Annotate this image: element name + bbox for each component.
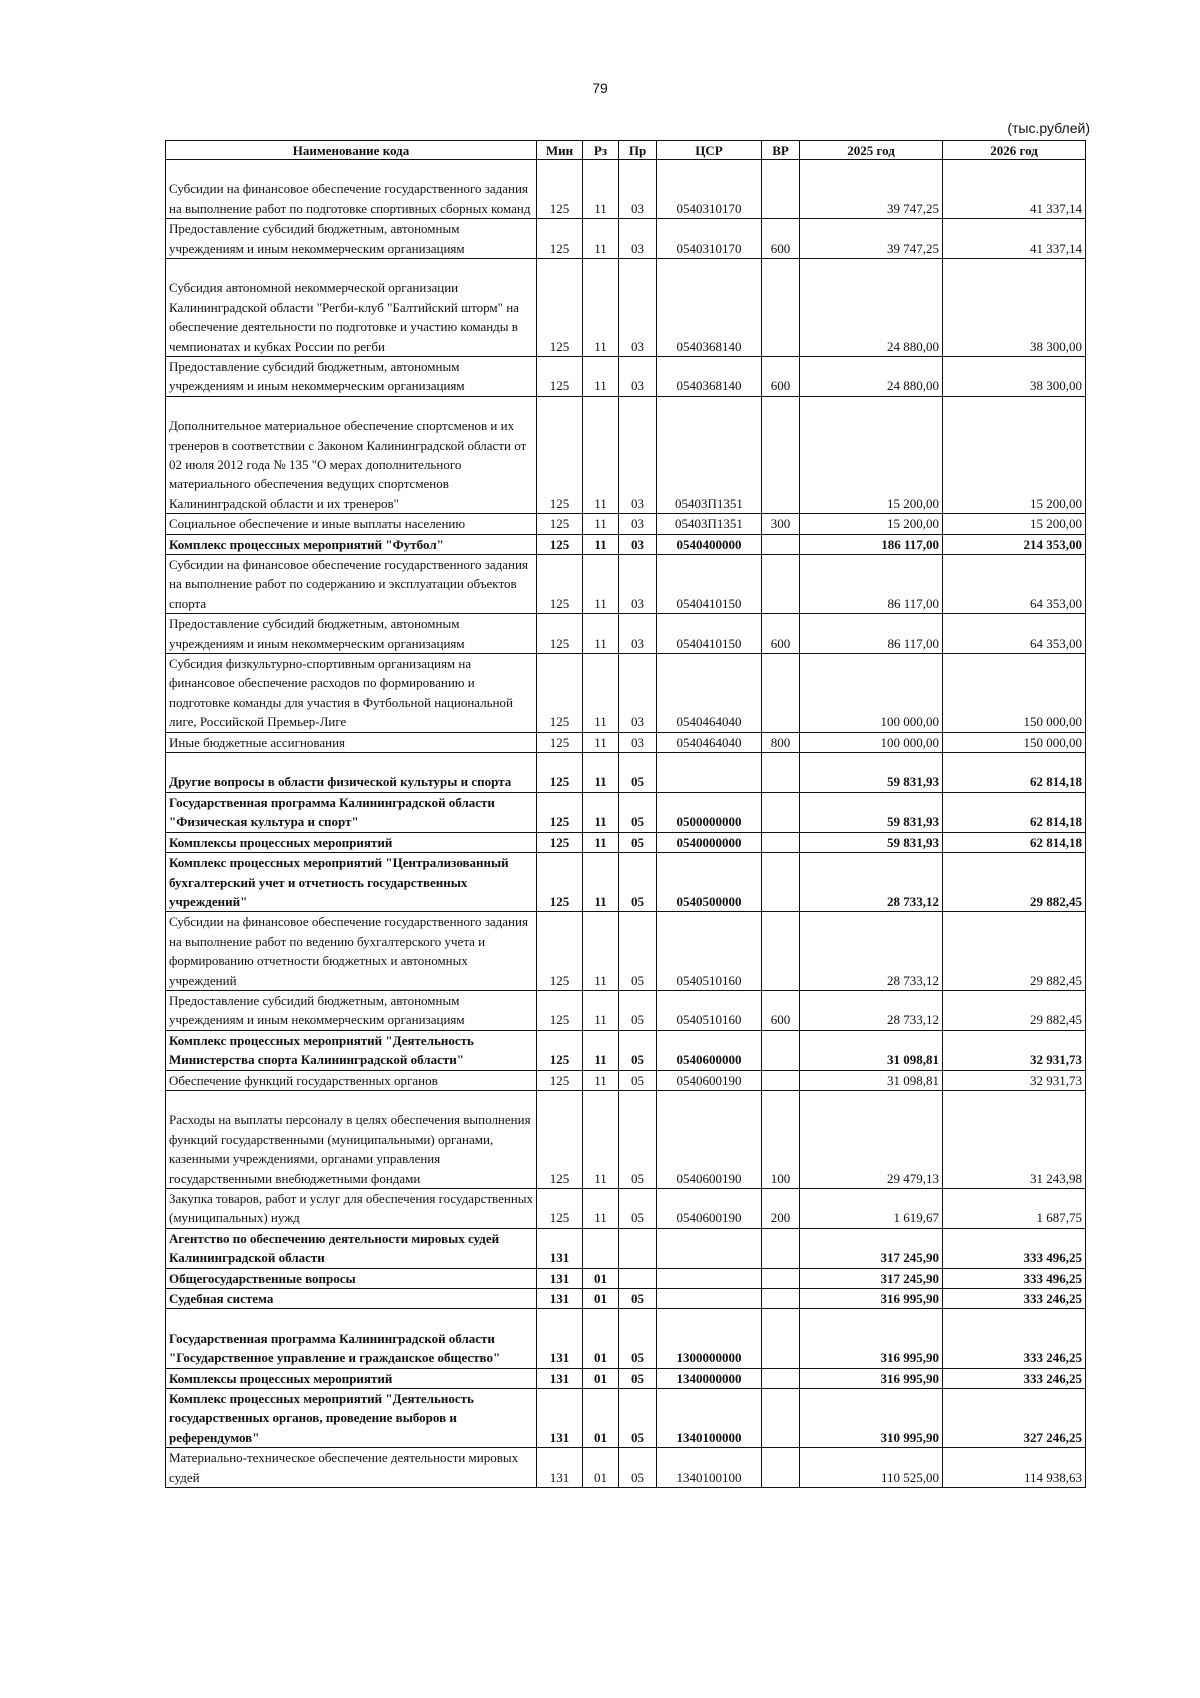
- cell-vr: [762, 1389, 800, 1448]
- cell-2026: 41 337,14: [943, 219, 1086, 259]
- header-rz: Рз: [583, 141, 619, 160]
- table-row: [166, 396, 1086, 513]
- cell-2026: 333 246,25: [943, 1309, 1086, 1368]
- table-row: [166, 514, 1086, 534]
- cell-2025: 15 200,00: [800, 396, 943, 513]
- cell-2025: 317 245,90: [800, 1228, 943, 1268]
- cell-name: Судебная система: [166, 1289, 537, 1309]
- cell-pr: 03: [619, 357, 657, 397]
- cell-min: 125: [537, 614, 583, 654]
- cell-csr: 1340100100: [657, 1448, 762, 1488]
- cell-name: Предоставление субсидий бюджетным, автономным учреждениям и иным некоммерческим организациям: [166, 357, 537, 397]
- cell-csr: [657, 1228, 762, 1268]
- cell-min: 131: [537, 1368, 583, 1388]
- cell-pr: 05: [619, 1030, 657, 1070]
- cell-2026: 327 246,25: [943, 1389, 1086, 1448]
- cell-csr: 0540600190: [657, 1188, 762, 1228]
- cell-2025: 39 747,25: [800, 219, 943, 259]
- table-row: [166, 990, 1086, 1030]
- cell-pr: 05: [619, 1289, 657, 1309]
- cell-csr: 1340100000: [657, 1389, 762, 1448]
- header-name: Наименование кода: [166, 141, 537, 160]
- cell-name: Закупка товаров, работ и услуг для обеспечения государственных (муниципальных) нужд: [166, 1188, 537, 1228]
- cell-vr: 100: [762, 1090, 800, 1188]
- cell-name: Комплекс процессных мероприятий "Централизованный бухгалтерский учет и отчетность государственных учреждений": [166, 853, 537, 912]
- cell-vr: 200: [762, 1188, 800, 1228]
- cell-csr: 0500000000: [657, 792, 762, 832]
- cell-vr: [762, 259, 800, 357]
- table-row: [166, 1070, 1086, 1090]
- cell-min: 125: [537, 753, 583, 793]
- cell-pr: 05: [619, 1368, 657, 1388]
- cell-csr: [657, 1268, 762, 1288]
- cell-vr: [762, 1289, 800, 1309]
- cell-pr: 05: [619, 753, 657, 793]
- header-2025: 2025 год: [800, 141, 943, 160]
- cell-csr: 0540310170: [657, 160, 762, 219]
- table-row: [166, 853, 1086, 912]
- cell-min: 125: [537, 1090, 583, 1188]
- cell-min: 125: [537, 654, 583, 733]
- budget-table: [165, 140, 1086, 1488]
- cell-min: 131: [537, 1268, 583, 1288]
- table-row: [166, 555, 1086, 614]
- cell-rz: 01: [583, 1389, 619, 1448]
- cell-rz: 11: [583, 732, 619, 752]
- cell-rz: 11: [583, 753, 619, 793]
- cell-rz: 01: [583, 1268, 619, 1288]
- cell-min: 125: [537, 534, 583, 554]
- cell-min: 125: [537, 832, 583, 852]
- table-row: [166, 1368, 1086, 1388]
- cell-2026: 32 931,73: [943, 1030, 1086, 1070]
- cell-rz: 11: [583, 1030, 619, 1070]
- cell-2025: 31 098,81: [800, 1030, 943, 1070]
- cell-2025: 316 995,90: [800, 1368, 943, 1388]
- cell-rz: 11: [583, 160, 619, 219]
- table-row: [166, 1309, 1086, 1368]
- table-row: [166, 614, 1086, 654]
- cell-vr: [762, 1030, 800, 1070]
- cell-name: Государственная программа Калининградской области "Государственное управление и гражданское общество": [166, 1309, 537, 1368]
- cell-2025: 110 525,00: [800, 1448, 943, 1488]
- cell-vr: 800: [762, 732, 800, 752]
- header-min: Мин: [537, 141, 583, 160]
- cell-min: 125: [537, 396, 583, 513]
- cell-vr: [762, 792, 800, 832]
- cell-name: Субсидия физкультурно-спортивным организациям на финансовое обеспечение расходов по формированию и подготовке команды для участия в Футбольной национальной лиге, Российской Премьер-Лиге: [166, 654, 537, 733]
- cell-2025: 15 200,00: [800, 514, 943, 534]
- cell-min: 125: [537, 990, 583, 1030]
- cell-min: 125: [537, 219, 583, 259]
- cell-vr: 600: [762, 219, 800, 259]
- cell-name: Расходы на выплаты персоналу в целях обеспечения выполнения функций государственными (муниципальными) органами, казенными учреждениями, органами управления государственными внебюджетными фондами: [166, 1090, 537, 1188]
- table-row: [166, 1289, 1086, 1309]
- cell-name: Предоставление субсидий бюджетным, автономным учреждениям и иным некоммерческим организациям: [166, 219, 537, 259]
- cell-name: Государственная программа Калининградской области "Физическая культура и спорт": [166, 792, 537, 832]
- cell-2026: 333 246,25: [943, 1368, 1086, 1388]
- cell-min: 125: [537, 1030, 583, 1070]
- cell-pr: 03: [619, 160, 657, 219]
- cell-2025: 28 733,12: [800, 990, 943, 1030]
- cell-name: Обеспечение функций государственных органов: [166, 1070, 537, 1090]
- cell-rz: 11: [583, 514, 619, 534]
- cell-2026: 29 882,45: [943, 990, 1086, 1030]
- cell-rz: 11: [583, 832, 619, 852]
- cell-2025: 59 831,93: [800, 792, 943, 832]
- cell-csr: 0540500000: [657, 853, 762, 912]
- cell-min: 125: [537, 792, 583, 832]
- cell-name: Комплексы процессных мероприятий: [166, 1368, 537, 1388]
- cell-csr: 0540600000: [657, 1030, 762, 1070]
- cell-rz: 11: [583, 1070, 619, 1090]
- cell-2026: 150 000,00: [943, 654, 1086, 733]
- table-row: [166, 912, 1086, 991]
- cell-vr: [762, 396, 800, 513]
- table-row: [166, 219, 1086, 259]
- cell-2026: 64 353,00: [943, 614, 1086, 654]
- cell-name: Комплексы процессных мероприятий: [166, 832, 537, 852]
- cell-name: Дополнительное материальное обеспечение спортсменов и их тренеров в соответствии с Законом Калининградской области от 02 июля 2012 года № 135 "О мерах дополнительного материального обеспечения ведущих спортсменов Калининградской области и их тренеров": [166, 396, 537, 513]
- cell-pr: 03: [619, 219, 657, 259]
- cell-csr: 0540400000: [657, 534, 762, 554]
- cell-min: 125: [537, 912, 583, 991]
- cell-min: 125: [537, 853, 583, 912]
- cell-vr: [762, 1228, 800, 1268]
- cell-csr: 0540600190: [657, 1090, 762, 1188]
- table-row: [166, 1448, 1086, 1488]
- cell-2025: 316 995,90: [800, 1309, 943, 1368]
- cell-rz: [583, 1228, 619, 1268]
- cell-csr: 0540368140: [657, 259, 762, 357]
- cell-name: Социальное обеспечение и иные выплаты населению: [166, 514, 537, 534]
- cell-rz: 01: [583, 1309, 619, 1368]
- cell-vr: [762, 753, 800, 793]
- cell-pr: 05: [619, 792, 657, 832]
- cell-csr: 0540464040: [657, 654, 762, 733]
- page-number: 79: [592, 80, 608, 96]
- cell-rz: 11: [583, 912, 619, 991]
- cell-pr: [619, 1228, 657, 1268]
- cell-rz: 11: [583, 259, 619, 357]
- cell-csr: 0540510160: [657, 990, 762, 1030]
- cell-vr: 300: [762, 514, 800, 534]
- cell-2025: 31 098,81: [800, 1070, 943, 1090]
- cell-2026: 64 353,00: [943, 555, 1086, 614]
- table-row: [166, 732, 1086, 752]
- cell-name: Предоставление субсидий бюджетным, автономным учреждениям и иным некоммерческим организациям: [166, 990, 537, 1030]
- cell-2026: 333 496,25: [943, 1268, 1086, 1288]
- cell-name: Комплекс процессных мероприятий "Деятельность Министерства спорта Калининградской области": [166, 1030, 537, 1070]
- cell-2026: 29 882,45: [943, 853, 1086, 912]
- cell-csr: 0540410150: [657, 555, 762, 614]
- cell-2025: 310 995,90: [800, 1389, 943, 1448]
- cell-2025: 317 245,90: [800, 1268, 943, 1288]
- cell-name: Субсидия автономной некоммерческой организации Калининградской области "Регби-клуб "Балтийский шторм" на обеспечение деятельности по подготовке и участию команды в чемпионатах и кубках России по регби: [166, 259, 537, 357]
- table-row: [166, 357, 1086, 397]
- cell-pr: 05: [619, 1309, 657, 1368]
- cell-2026: 333 246,25: [943, 1289, 1086, 1309]
- cell-2026: 62 814,18: [943, 832, 1086, 852]
- cell-2025: 28 733,12: [800, 853, 943, 912]
- cell-csr: 0540410150: [657, 614, 762, 654]
- cell-pr: 03: [619, 259, 657, 357]
- cell-vr: 600: [762, 357, 800, 397]
- cell-name: Субсидии на финансовое обеспечение государственного задания на выполнение работ по подготовке спортивных сборных команд: [166, 160, 537, 219]
- cell-pr: 05: [619, 832, 657, 852]
- cell-2026: 1 687,75: [943, 1188, 1086, 1228]
- cell-name: Комплекс процессных мероприятий "Деятельность государственных органов, проведение выборов и референдумов": [166, 1389, 537, 1448]
- table-row: [166, 1389, 1086, 1448]
- cell-2026: 214 353,00: [943, 534, 1086, 554]
- cell-pr: 05: [619, 990, 657, 1030]
- cell-min: 125: [537, 1188, 583, 1228]
- cell-2025: 28 733,12: [800, 912, 943, 991]
- header-csr: ЦСР: [657, 141, 762, 160]
- cell-vr: [762, 160, 800, 219]
- cell-2025: 186 117,00: [800, 534, 943, 554]
- cell-min: 125: [537, 160, 583, 219]
- cell-name: Предоставление субсидий бюджетным, автономным учреждениям и иным некоммерческим организациям: [166, 614, 537, 654]
- cell-vr: [762, 832, 800, 852]
- table-row: [166, 1090, 1086, 1188]
- cell-csr: 0540510160: [657, 912, 762, 991]
- cell-2025: 86 117,00: [800, 614, 943, 654]
- cell-min: 131: [537, 1389, 583, 1448]
- cell-rz: 01: [583, 1368, 619, 1388]
- cell-min: 131: [537, 1228, 583, 1268]
- cell-pr: 05: [619, 853, 657, 912]
- cell-2026: 31 243,98: [943, 1090, 1086, 1188]
- cell-2026: 62 814,18: [943, 792, 1086, 832]
- cell-rz: 11: [583, 219, 619, 259]
- cell-min: 131: [537, 1309, 583, 1368]
- cell-csr: 0540368140: [657, 357, 762, 397]
- cell-2025: 316 995,90: [800, 1289, 943, 1309]
- cell-vr: [762, 534, 800, 554]
- cell-vr: [762, 1070, 800, 1090]
- cell-vr: 600: [762, 614, 800, 654]
- cell-pr: 05: [619, 1070, 657, 1090]
- cell-2026: 41 337,14: [943, 160, 1086, 219]
- cell-vr: [762, 1309, 800, 1368]
- cell-rz: 11: [583, 396, 619, 513]
- cell-pr: 05: [619, 1448, 657, 1488]
- cell-pr: 05: [619, 1188, 657, 1228]
- cell-pr: 05: [619, 1389, 657, 1448]
- table-row: [166, 1188, 1086, 1228]
- cell-rz: 11: [583, 1090, 619, 1188]
- cell-2026: 150 000,00: [943, 732, 1086, 752]
- cell-min: 125: [537, 555, 583, 614]
- cell-name: Материально-техническое обеспечение деятельности мировых судей: [166, 1448, 537, 1488]
- cell-vr: [762, 1268, 800, 1288]
- table-body: [166, 160, 1086, 1488]
- cell-name: Иные бюджетные ассигнования: [166, 732, 537, 752]
- cell-csr: 0540310170: [657, 219, 762, 259]
- cell-vr: [762, 654, 800, 733]
- cell-vr: 600: [762, 990, 800, 1030]
- table-row: [166, 160, 1086, 219]
- cell-min: 131: [537, 1289, 583, 1309]
- cell-2025: 1 619,67: [800, 1188, 943, 1228]
- cell-csr: [657, 753, 762, 793]
- cell-name: Субсидии на финансовое обеспечение государственного задания на выполнение работ по содержанию и эксплуатации объектов спорта: [166, 555, 537, 614]
- cell-rz: 11: [583, 357, 619, 397]
- cell-name: Другие вопросы в области физической культуры и спорта: [166, 753, 537, 793]
- cell-2026: 15 200,00: [943, 396, 1086, 513]
- table-row: [166, 259, 1086, 357]
- header-pr: Пр: [619, 141, 657, 160]
- cell-pr: 03: [619, 396, 657, 513]
- cell-2026: 38 300,00: [943, 357, 1086, 397]
- cell-rz: 11: [583, 990, 619, 1030]
- cell-rz: 11: [583, 792, 619, 832]
- table-row: [166, 753, 1086, 793]
- table-row: [166, 792, 1086, 832]
- cell-csr: 05403П1351: [657, 514, 762, 534]
- cell-rz: 01: [583, 1289, 619, 1309]
- cell-2026: 114 938,63: [943, 1448, 1086, 1488]
- cell-min: 125: [537, 259, 583, 357]
- cell-csr: 0540464040: [657, 732, 762, 752]
- units-label: (тыс.рублей): [1007, 120, 1090, 136]
- cell-2025: 39 747,25: [800, 160, 943, 219]
- cell-vr: [762, 555, 800, 614]
- cell-pr: 03: [619, 732, 657, 752]
- cell-vr: [762, 853, 800, 912]
- cell-rz: 01: [583, 1448, 619, 1488]
- cell-vr: [762, 1448, 800, 1488]
- cell-rz: 11: [583, 614, 619, 654]
- cell-pr: 03: [619, 614, 657, 654]
- cell-rz: 11: [583, 534, 619, 554]
- header-2026: 2026 год: [943, 141, 1086, 160]
- cell-rz: 11: [583, 1188, 619, 1228]
- cell-rz: 11: [583, 853, 619, 912]
- cell-name: Агентство по обеспечению деятельности мировых судей Калининградской области: [166, 1228, 537, 1268]
- cell-pr: 05: [619, 912, 657, 991]
- table-header-row: [166, 141, 1086, 160]
- cell-vr: [762, 912, 800, 991]
- cell-pr: 03: [619, 654, 657, 733]
- cell-csr: 1340000000: [657, 1368, 762, 1388]
- table-row: [166, 1268, 1086, 1288]
- cell-2025: 100 000,00: [800, 654, 943, 733]
- table-row: [166, 832, 1086, 852]
- cell-2025: 24 880,00: [800, 357, 943, 397]
- cell-csr: 0540000000: [657, 832, 762, 852]
- table-row: [166, 534, 1086, 554]
- cell-2026: 32 931,73: [943, 1070, 1086, 1090]
- cell-rz: 11: [583, 654, 619, 733]
- cell-pr: 03: [619, 555, 657, 614]
- cell-csr: 0540600190: [657, 1070, 762, 1090]
- cell-pr: 03: [619, 534, 657, 554]
- cell-2025: 29 479,13: [800, 1090, 943, 1188]
- header-vr: ВР: [762, 141, 800, 160]
- cell-pr: 03: [619, 514, 657, 534]
- cell-min: 125: [537, 732, 583, 752]
- cell-csr: 1300000000: [657, 1309, 762, 1368]
- table-row: [166, 1030, 1086, 1070]
- table-row: [166, 654, 1086, 733]
- table-row: [166, 1228, 1086, 1268]
- cell-vr: [762, 1368, 800, 1388]
- cell-min: 125: [537, 514, 583, 534]
- cell-2026: 333 496,25: [943, 1228, 1086, 1268]
- cell-csr: [657, 1289, 762, 1309]
- cell-rz: 11: [583, 555, 619, 614]
- cell-min: 131: [537, 1448, 583, 1488]
- cell-2026: 15 200,00: [943, 514, 1086, 534]
- cell-csr: 05403П1351: [657, 396, 762, 513]
- cell-2026: 62 814,18: [943, 753, 1086, 793]
- cell-2025: 100 000,00: [800, 732, 943, 752]
- cell-min: 125: [537, 357, 583, 397]
- cell-2025: 59 831,93: [800, 832, 943, 852]
- cell-pr: [619, 1268, 657, 1288]
- cell-name: Субсидии на финансовое обеспечение государственного задания на выполнение работ по ведению бухгалтерского учета и формированию отчетности бюджетных и автономных учреждений: [166, 912, 537, 991]
- cell-2025: 86 117,00: [800, 555, 943, 614]
- cell-name: Общегосударственные вопросы: [166, 1268, 537, 1288]
- cell-2026: 29 882,45: [943, 912, 1086, 991]
- cell-2025: 24 880,00: [800, 259, 943, 357]
- cell-2026: 38 300,00: [943, 259, 1086, 357]
- cell-min: 125: [537, 1070, 583, 1090]
- cell-2025: 59 831,93: [800, 753, 943, 793]
- cell-name: Комплекс процессных мероприятий "Футбол": [166, 534, 537, 554]
- cell-pr: 05: [619, 1090, 657, 1188]
